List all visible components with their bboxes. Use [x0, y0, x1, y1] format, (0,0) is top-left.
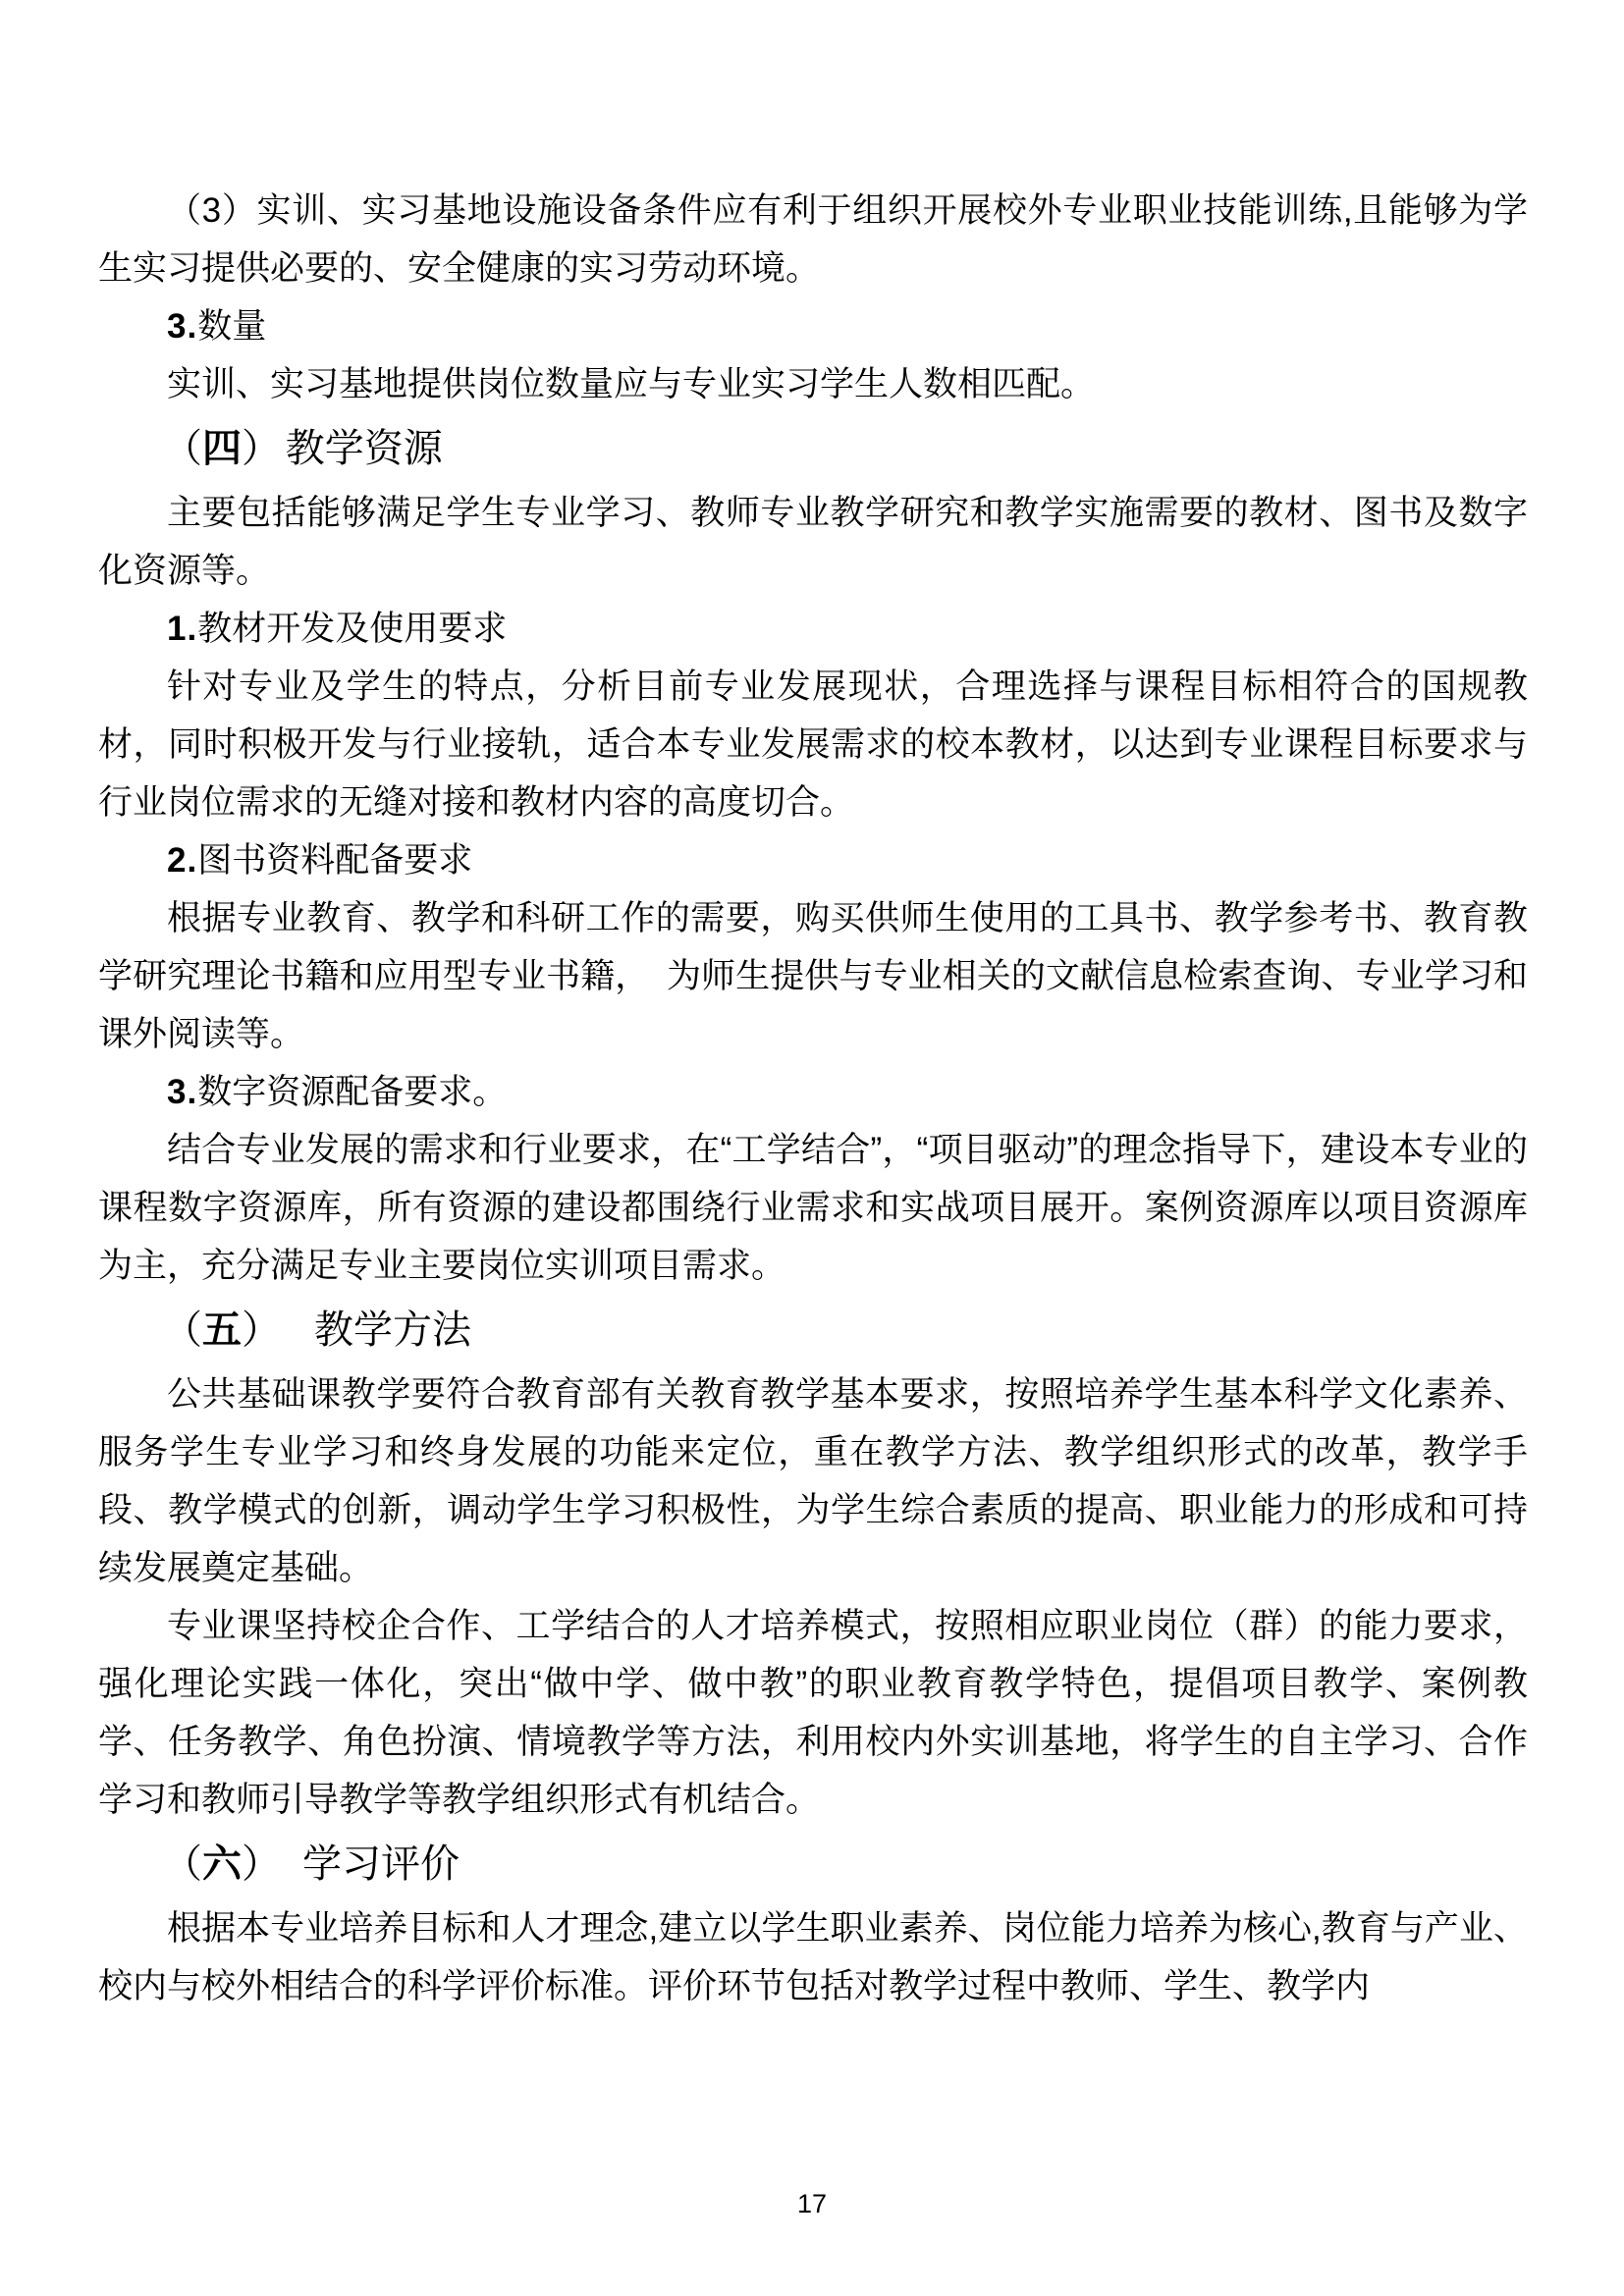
- subheading-quantity: [98, 297, 1528, 355]
- paragraph-digital: 结合专业发展的需求和行业要求，在“工学结合”，“项目驱动”的理念指导下，建设本专业的课程数字资源库，所有资源的建设都围绕行业需求和实战项目展开。案例资源库以项目资源库为主，充分满足专业主要岗位实训项目需求。: [98, 1131, 1528, 1285]
- page-content: [98, 182, 1528, 2015]
- section6-paren-close: ）: [242, 1842, 281, 1886]
- section5-title: 教学方法: [314, 1308, 471, 1352]
- section4-paren-close: ）: [242, 427, 281, 470]
- paragraph-major-course: 专业课坚持校企合作、工学结合的人才培养模式，按照相应职业岗位（群）的能力要求，强化理论实践一体化，突出“做中学、做中教”的职业教育教学特色，提倡项目教学、案例教学、任务教学、角色扮演、情境教学等方法，利用校内外实训基地，将学生的自主学习、合作学习和教师引导教学等教学组织形式有机结合。: [98, 1607, 1528, 1819]
- subheading-quantity-text: 数量: [197, 307, 267, 346]
- subheading-quantity-number: 3.: [167, 307, 198, 346]
- section6-title: 学习评价: [302, 1842, 460, 1886]
- section5-paren-close: ）: [242, 1308, 281, 1352]
- section6-number: 六: [202, 1842, 242, 1886]
- subheading-books-number: 2.: [167, 841, 198, 880]
- section6-paren-open: （: [163, 1842, 202, 1886]
- subheading-textbook-number: 1.: [167, 610, 198, 648]
- paragraph-quantity: 实训、实习基地提供岗位数量应与专业实习学生人数相匹配。: [167, 365, 1096, 403]
- subheading-digital-text: 数字资源配备要求。: [197, 1073, 508, 1111]
- paragraph-resources-intro: 主要包括能够满足学生专业学习、教师专业教学研究和教学实施需要的教材、图书及数字化资源等。: [98, 494, 1528, 590]
- paragraph-books: 根据专业教育、教学和科研工作的需要，购买供师生使用的工具书、教学参考书、教育教学研究理论书籍和应用型专业书籍， 为师生提供与专业相关的文献信息检索查询、专业学习和课外阅读等。: [98, 899, 1528, 1053]
- subheading-digital: [98, 1063, 1528, 1121]
- section5-paren-open: （: [163, 1308, 202, 1352]
- section4-title: 教学资源: [285, 427, 443, 470]
- subheading-digital-number: 3.: [167, 1073, 198, 1111]
- section-heading-teaching-resources: [98, 413, 1528, 484]
- section4-paren-open: （: [163, 427, 202, 470]
- subheading-textbook-text: 教材开发及使用要求: [197, 610, 508, 648]
- section-heading-learning-evaluation: [98, 1829, 1528, 1899]
- subheading-books-text: 图书资料配备要求: [197, 841, 473, 880]
- section4-number: 四: [202, 427, 242, 470]
- paragraph-public-course: 公共基础课教学要符合教育部有关教育教学基本要求，按照培养学生基本科学文化素养、服务学生专业学习和终身发展的功能来定位，重在教学方法、教学组织形式的改革，教学手段、教学模式的创新，调动学生学习积极性，为学生综合素质的提高、职业能力的形成和可持续发展奠定基础。: [98, 1375, 1528, 1587]
- subheading-books: [98, 831, 1528, 889]
- paragraph-evaluation: 根据本专业培养目标和人才理念,建立以学生职业素养、岗位能力培养为核心,教育与产业、校内与校外相结合的科学评价标准。评价环节包括对教学过程中教师、学生、教学内: [98, 1909, 1528, 2005]
- page-number: 17: [796, 2189, 828, 2218]
- section-heading-teaching-methods: [98, 1295, 1528, 1365]
- section5-number: 五: [202, 1308, 242, 1352]
- paragraph-textbook: 针对专业及学生的特点，分析目前专业发展现状，合理选择与课程目标相符合的国规教材，同时积极开发与行业接轨，适合本专业发展需求的校本教材，以达到专业课程目标要求与行业岗位需求的无缝对接和教材内容的高度切合。: [98, 667, 1528, 822]
- paragraph-base-condition: （3）实训、实习基地设施设备条件应有利于组织开展校外专业职业技能训练,且能够为学生实习提供必要的、安全健康的实习劳动环境。: [98, 191, 1528, 288]
- subheading-textbook: [98, 600, 1528, 658]
